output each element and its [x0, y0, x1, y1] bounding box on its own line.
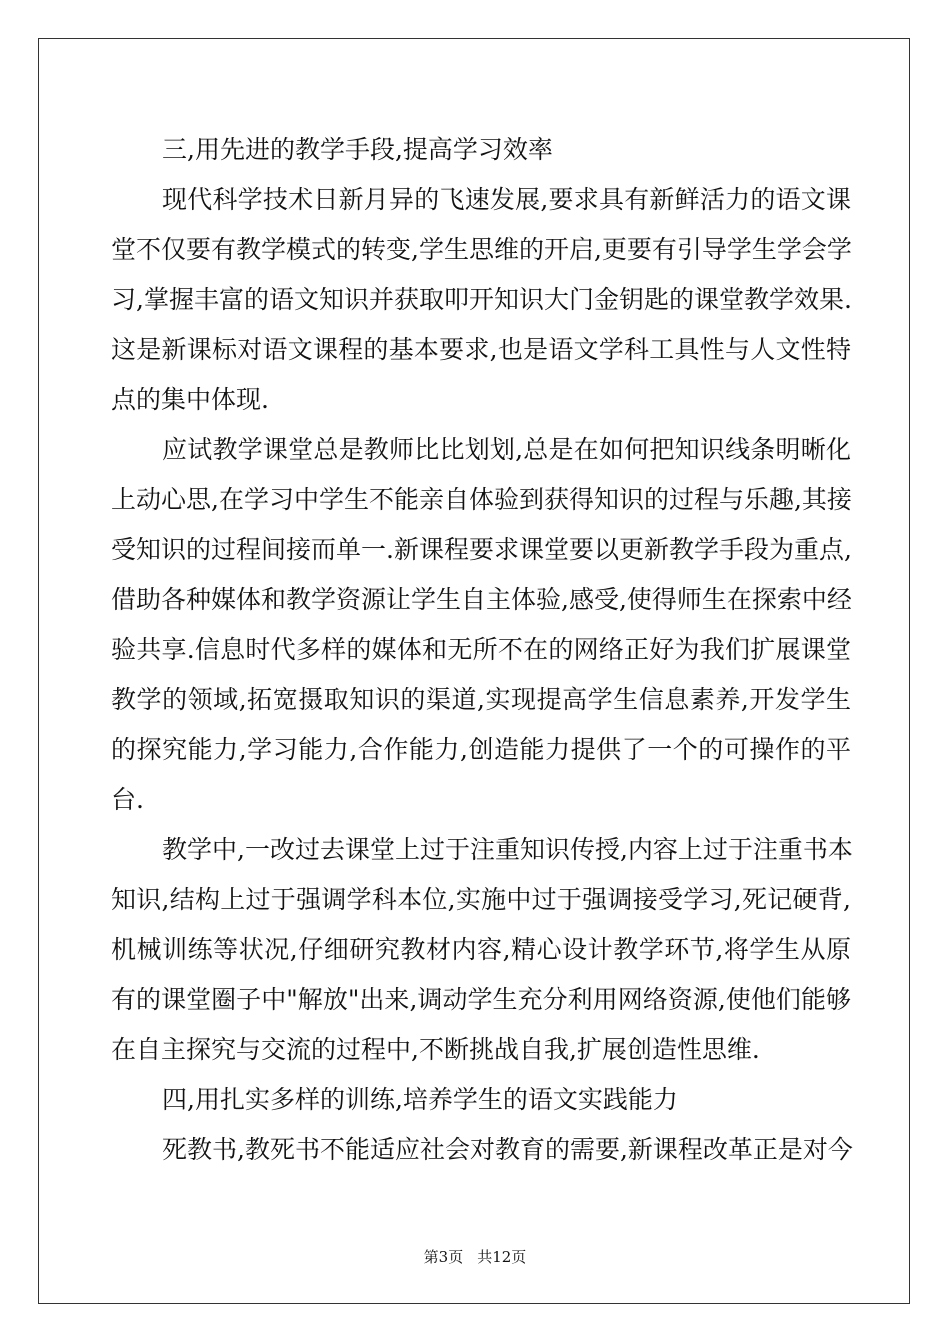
page-total: 共12页 — [477, 1248, 527, 1266]
text-line: 教学的领域,拓宽摄取知识的渠道,实现提高学生信息素养,开发学生 — [111, 685, 851, 714]
text-line: 教学中,一改过去课堂上过于注重知识传授,内容上过于注重书本 — [162, 835, 853, 864]
text-line: 有的课堂圈子中"解放"出来,调动学生充分利用网络资源,使他们能够 — [111, 985, 851, 1014]
text-line: 死教书,教死书不能适应社会对教育的需要,新课程改革正是对今 — [162, 1135, 853, 1164]
text-line: 借助各种媒体和教学资源让学生自主体验,感受,使得师生在探索中经 — [111, 585, 852, 614]
text-line: 这是新课标对语文课程的基本要求,也是语文学科工具性与人文性特 — [111, 335, 851, 364]
section-heading-3: 三,用先进的教学手段,提高学习效率 — [162, 135, 553, 164]
text-line: 点的集中体现. — [111, 385, 269, 414]
text-line: 习,掌握丰富的语文知识并获取叩开知识大门金钥匙的课堂教学效果. — [111, 285, 852, 314]
text-line: 知识,结构上过于强调学科本位,实施中过于强调接受学习,死记硬背, — [111, 885, 851, 914]
text-line: 上动心思,在学习中学生不能亲自体验到获得知识的过程与乐趣,其接 — [111, 485, 852, 514]
page-number: 第3页 — [423, 1248, 464, 1266]
text-line: 应试教学课堂总是教师比比划划,总是在如何把知识线条明晰化 — [162, 435, 851, 464]
text-line: 堂不仅要有教学模式的转变,学生思维的开启,更要有引导学生学会学 — [111, 235, 852, 264]
text-line: 受知识的过程间接而单一.新课程要求课堂要以更新教学手段为重点, — [111, 535, 852, 564]
text-line: 验共享.信息时代多样的媒体和无所不在的网络正好为我们扩展课堂 — [111, 635, 851, 664]
section-heading-4: 四,用扎实多样的训练,培养学生的语文实践能力 — [162, 1085, 678, 1114]
page-footer — [0, 1248, 950, 1266]
text-line: 现代科学技术日新月异的飞速发展,要求具有新鲜活力的语文课 — [162, 185, 851, 214]
text-line: 机械训练等状况,仔细研究教材内容,精心设计教学环节,将学生从原 — [111, 935, 851, 964]
text-line: 的探究能力,学习能力,合作能力,创造能力提供了一个的可操作的平 — [111, 735, 851, 764]
text-line: 台. — [111, 785, 144, 814]
text-line: 在自主探究与交流的过程中,不断挑战自我,扩展创造性思维. — [111, 1035, 760, 1064]
